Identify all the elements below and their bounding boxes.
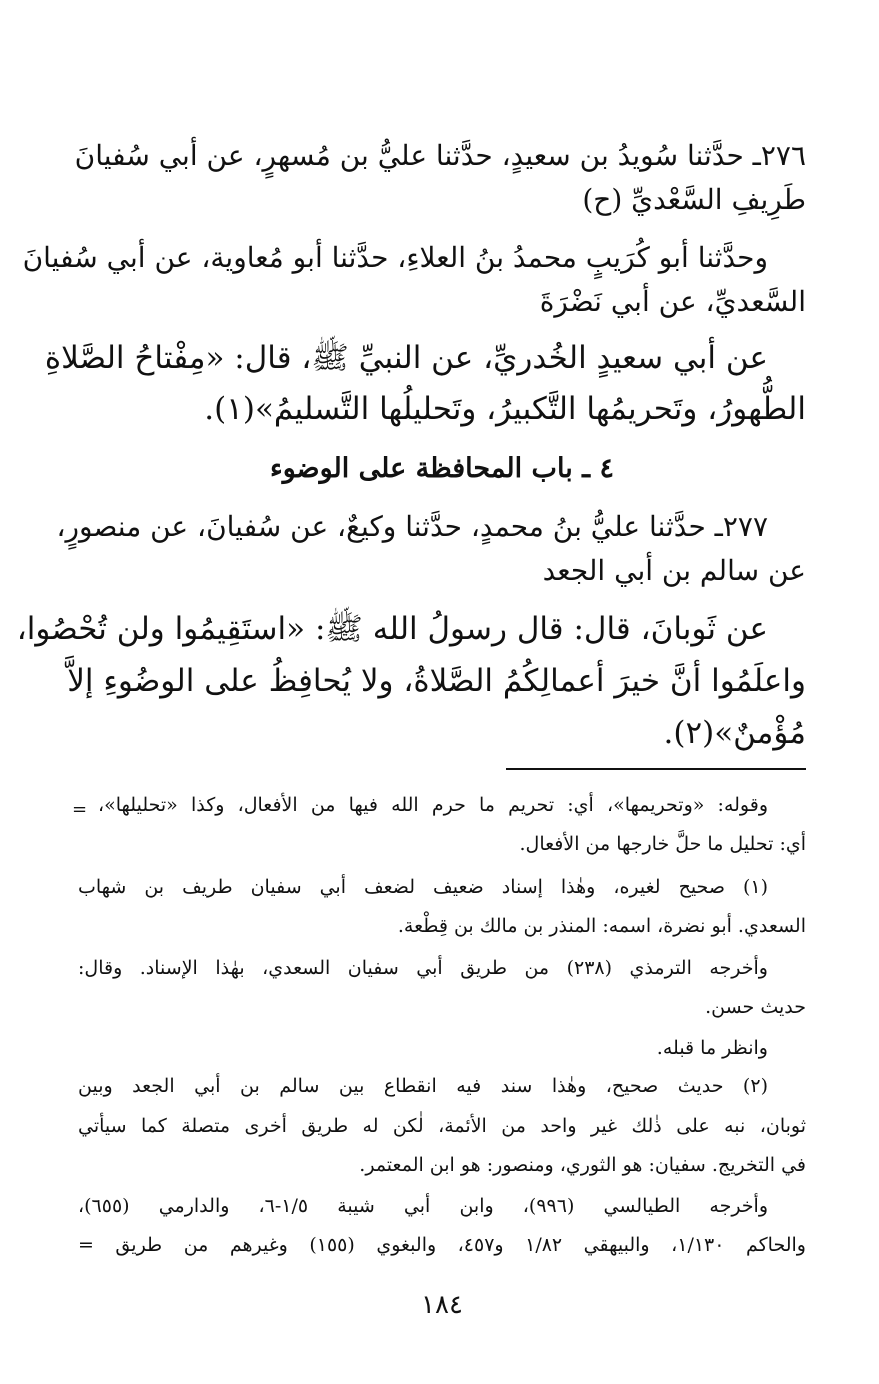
continuation-marker: = <box>72 799 88 820</box>
isnad-277-line-2: عن سالم بن أبي الجعد <box>542 554 806 587</box>
page-number: ١٨٤ <box>421 1290 463 1320</box>
footnote-2b-line-1: وأخرجه الطيالسي (٩٩٦)، وابن أبي شيبة ١/٥-٦، والدارمي (٦٥٥)، <box>78 1195 768 1217</box>
isnad-276b-line-2: السَّعديِّ، عن أبي نَضْرَةَ <box>539 285 806 318</box>
isnad-277-line-1: ٢٧٧ـ حدَّثنا عليُّ بنُ محمدٍ، حدَّثنا وكيعٌ، عن سُفيانَ، عن منصورٍ، <box>56 510 768 543</box>
matn-277-line-3: مُؤْمنٌ»(٢). <box>663 715 806 751</box>
footnote-1b-line-1: وأخرجه الترمذي (٢٣٨) من طريق أبي سفيان السعدي، بهٰذا الإسناد. وقال: <box>78 957 768 979</box>
chapter-heading: ٤ ـ باب المحافظة على الوضوء <box>270 453 614 484</box>
matn-276-line-1: عن أبي سعيدٍ الخُدريِّ، عن النبيِّ ﷺ، قال: «مِفْتاحُ الصَّلاةِ <box>44 340 768 376</box>
footnote-1-line-2: السعدي. أبو نضرة، اسمه: المنذر بن مالك بن قِطْعة. <box>397 915 806 937</box>
footnote-2-line-1: (٢) حديث صحيح، وهٰذا سند فيه انقطاع بين سالم بن أبي الجعد وبين <box>78 1075 768 1097</box>
matn-277-line-1: عن ثَوبانَ، قال: قال رسولُ الله ﷺ: «استَقِيمُوا ولن تُحْصُوا، <box>16 611 768 647</box>
isnad-276-line-2: طَرِيفِ السَّعْديِّ (ح) <box>582 183 806 216</box>
footnote-1c: وانظر ما قبله. <box>656 1037 768 1059</box>
footnote-2-line-2: ثوبان، نبه على ذٰلك غير واحد من الأئمة، لٰكن له طريق أخرى متصلة كما سيأتي <box>78 1115 806 1137</box>
footnote-1-line-1: (١) صحيح لغيره، وهٰذا إسناد ضعيف لضعف أبي سفيان طريف بن شهاب <box>78 876 768 898</box>
matn-276-line-2: الطُّهورُ، وتَحريمُها التَّكبيرُ، وتَحليلُها التَّسليمُ»(١). <box>204 391 806 427</box>
footnote-continuation-line-2: أي: تحليل ما حلَّ خارجها من الأفعال. <box>519 833 806 855</box>
footnote-continuation-line-1: وقوله: «وتحريمها»، أي: تحريم ما حرم الله فيها من الأفعال، وكذا «تحليلها»، <box>98 794 768 816</box>
isnad-276-line-1: ٢٧٦ـ حدَّثنا سُويدُ بن سعيدٍ، حدَّثنا عليُّ بن مُسهرٍ، عن أبي سُفيانَ <box>74 139 806 172</box>
footnote-1b-line-2: حديث حسن. <box>705 996 806 1018</box>
matn-277-line-2: واعلَمُوا أنَّ خيرَ أعمالِكُمُ الصَّلاةُ، ولا يُحافِظُ على الوضُوءِ إلاَّ <box>67 663 806 699</box>
footnote-2b-line-2: والحاكم ١/١٣٠، والبيهقي ١/٨٢ و٤٥٧، والبغوي (١٥٥) وغيرهم من طريق = <box>78 1234 806 1256</box>
isnad-276b-line-1: وحدَّثنا أبو كُرَيبٍ محمدُ بنُ العلاءِ، حدَّثنا أبو مُعاوية، عن أبي سُفيانَ <box>22 241 768 274</box>
footnote-2-line-3: في التخريج. سفيان: هو الثوري، ومنصور: هو ابن المعتمر. <box>359 1154 806 1176</box>
book-page <box>16 0 806 1384</box>
footnote-separator <box>506 768 806 770</box>
